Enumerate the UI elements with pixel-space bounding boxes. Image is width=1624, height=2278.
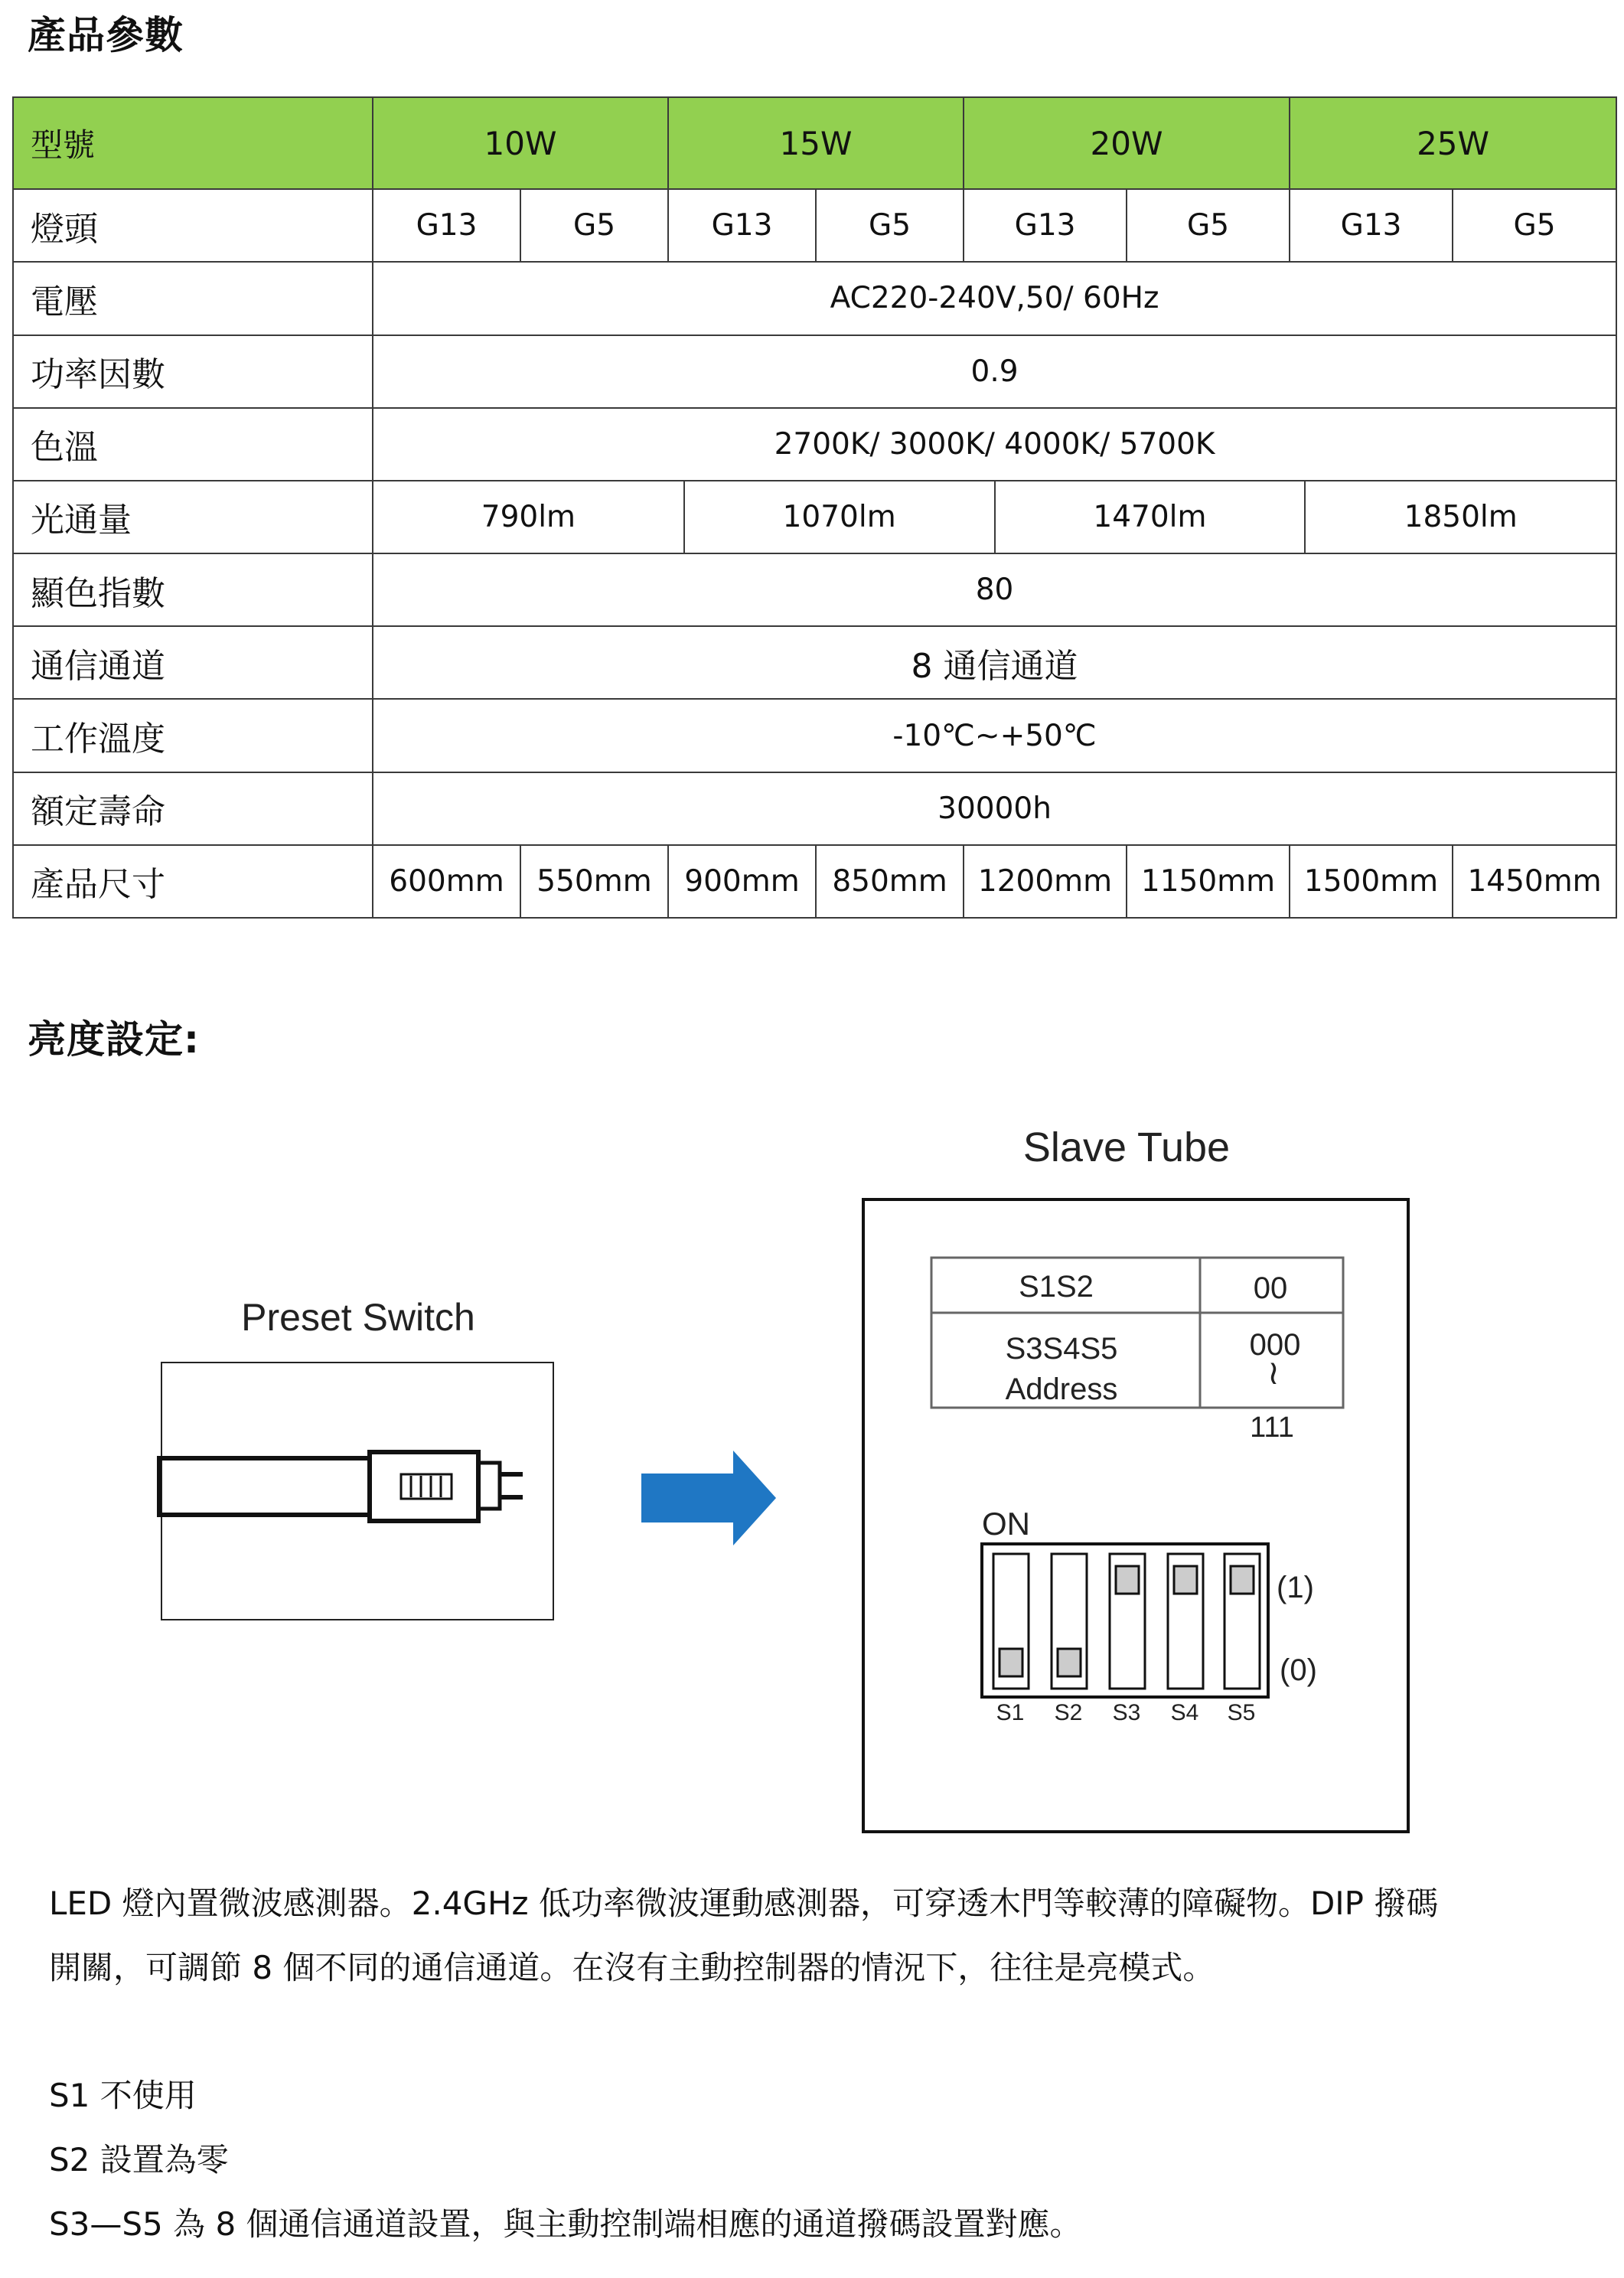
label-power-factor: 功率因數 [13, 335, 373, 408]
arrow-right-icon [641, 1451, 776, 1545]
cct-value: 2700K/ 3000K/ 4000K/ 5700K [373, 408, 1616, 481]
dip-state-zero-label: (0) [1280, 1653, 1317, 1687]
table-address-label-2: Address [1005, 1372, 1118, 1406]
preset-switch-frame [161, 1363, 553, 1620]
channel-value: 8 通信通道 [373, 626, 1616, 699]
lamp-base-cell: G5 [816, 189, 964, 262]
switch-label-s5: S5 [1227, 1700, 1256, 1725]
flux-cell: 1850lm [1404, 499, 1518, 534]
table-row-channel [13, 626, 1616, 699]
label-temp: 工作溫度 [13, 699, 373, 772]
table-row-model [13, 97, 1616, 189]
switch-label-s3: S3 [1112, 1700, 1141, 1725]
size-cell: 1200mm [964, 845, 1127, 918]
table-row-cri [13, 553, 1616, 626]
table-s1s2-label: S1S2 [1019, 1270, 1094, 1304]
table-address-min: 000 [1249, 1328, 1301, 1362]
label-lamp-base: 燈頭 [13, 189, 373, 262]
cri-value: 80 [373, 553, 1616, 626]
dip-switch-s4 [1168, 1554, 1203, 1689]
temp-value: -10℃~+50℃ [373, 699, 1616, 772]
tilde-icon: ≀ [1267, 1354, 1280, 1392]
label-cct: 色溫 [13, 408, 373, 481]
tube-icon [159, 1452, 523, 1521]
slave-tube-title: Slave Tube [1022, 1124, 1231, 1170]
note-s3-s5: S3—S5 為 8 個通信通道設置，與主動控制端相應的通道撥碼設置對應。 [49, 2205, 1082, 2243]
size-cell: 1450mm [1453, 845, 1616, 918]
lamp-base-cell: G13 [668, 189, 816, 262]
size-cell: 550mm [520, 845, 668, 918]
dip-switch [982, 1544, 1268, 1697]
description-paragraph [49, 1872, 1580, 2000]
lamp-base-cell: G13 [373, 189, 520, 262]
table-row-lamp-base [13, 189, 1616, 262]
table-address-max: 111 [1250, 1412, 1294, 1444]
table-row-life [13, 772, 1616, 845]
flux-subtable [373, 481, 1616, 553]
table-row-size [13, 845, 1616, 918]
label-life: 額定壽命 [13, 772, 373, 845]
size-cell: 850mm [816, 845, 964, 918]
model-15w: 15W [668, 97, 964, 189]
dip-switch-diagram [0, 1110, 1624, 1845]
dip-switch-s2 [1052, 1554, 1087, 1689]
label-model: 型號 [13, 97, 373, 189]
dip-on-label: ON [982, 1506, 1030, 1542]
dip-switch-s3 [1110, 1554, 1145, 1689]
section-title-product-params: 產品參數 [28, 13, 184, 57]
model-20w: 20W [964, 97, 1290, 189]
flux-cell: 1070lm [684, 481, 995, 553]
size-cell: 600mm [373, 845, 520, 918]
lamp-base-cell: G5 [1127, 189, 1290, 262]
label-voltage: 電壓 [13, 262, 373, 335]
flux-group [373, 481, 1616, 553]
switch-label-s1: S1 [996, 1700, 1025, 1725]
lamp-base-cell: G13 [964, 189, 1127, 262]
flux-cell: 790lm [373, 481, 684, 553]
life-value: 30000h [373, 772, 1616, 845]
label-channel: 通信通道 [13, 626, 373, 699]
lamp-base-cell: G5 [520, 189, 668, 262]
label-cri: 顯色指數 [13, 553, 373, 626]
table-row-temp [13, 699, 1616, 772]
description-line-2: 開關，可調節 8 個不同的通信通道。在沒有主動控制器的情況下，往往是亮模式。 [49, 1949, 1215, 1986]
size-cell: 900mm [668, 845, 816, 918]
model-25w: 25W [1290, 97, 1616, 189]
switch-label-s4: S4 [1170, 1700, 1199, 1725]
switch-label-s2: S2 [1054, 1700, 1083, 1725]
lamp-base-cell: G5 [1453, 189, 1616, 262]
section-title-brightness: 亮度設定: [28, 1017, 200, 1062]
lamp-base-cell: G13 [1290, 189, 1453, 262]
note-s1: S1 不使用 [49, 2077, 197, 2114]
slave-tube-frame [863, 1199, 1408, 1832]
label-flux: 光通量 [13, 481, 373, 553]
dip-switch-s1 [993, 1554, 1029, 1689]
dip-state-one-label: (1) [1277, 1571, 1314, 1604]
table-address-label-1: S3S4S5 [1005, 1332, 1118, 1366]
size-cell: 1150mm [1127, 845, 1290, 918]
table-row-voltage [13, 262, 1616, 335]
description-line-1: LED 燈內置微波感測器。2.4GHz 低功率微波運動感測器，可穿透木門等較薄的障礙物。DIP 撥碼 [49, 1885, 1439, 1922]
address-table [931, 1258, 1343, 1444]
spec-table [12, 96, 1617, 919]
flux-cell: 1470lm [995, 481, 1306, 553]
table-row-power-factor [13, 335, 1616, 408]
table-row-flux [13, 481, 1616, 553]
switch-notes [49, 2064, 1580, 2257]
size-cell: 1500mm [1290, 845, 1453, 918]
table-s1s2-value: 00 [1253, 1271, 1288, 1305]
voltage-value: AC220-240V,50/ 60Hz [373, 262, 1616, 335]
dip-switch-s5 [1225, 1554, 1260, 1689]
power-factor-value: 0.9 [373, 335, 1616, 408]
model-10w: 10W [373, 97, 668, 189]
preset-switch-title: Preset Switch [241, 1296, 475, 1339]
label-size: 產品尺寸 [13, 845, 373, 918]
note-s2: S2 設置為零 [49, 2141, 229, 2178]
table-row-cct [13, 408, 1616, 481]
